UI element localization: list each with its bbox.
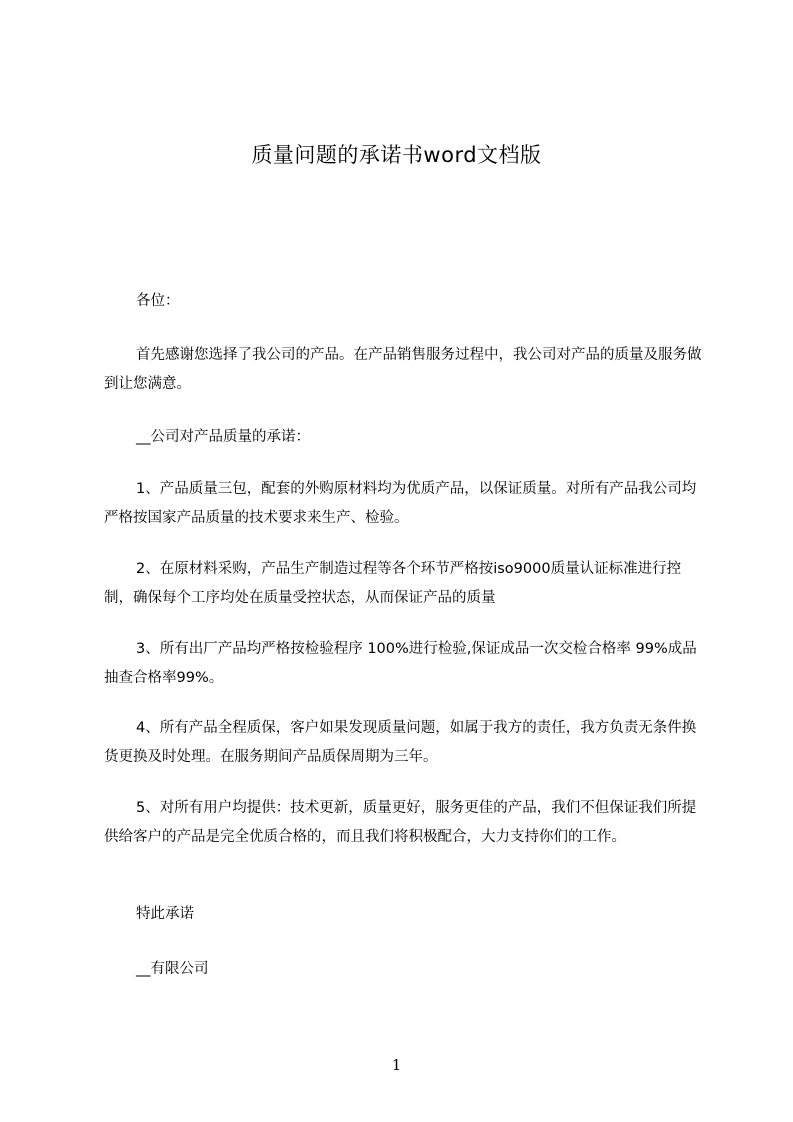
commitment-item-4: 4、所有产品全程质保，客户如果发现质量问题，如属于我方的责任，我方负责无条件换货更换及时处理。在服务期间产品质保周期为三年。 bbox=[104, 720, 697, 765]
commitment-item-2: 2、在原材料采购，产品生产制造过程等各个环节严格按iso9000质量认证标准进行控制，确保每个工序均处在质量受控状态，从而保证产品的质量 bbox=[104, 561, 682, 606]
commitment-heading: __公司对产品质量的承诺： bbox=[136, 429, 310, 445]
closing-statement: 特此承诺 bbox=[136, 906, 194, 922]
document-title: 质量问题的承诺书word文档版 bbox=[251, 143, 542, 167]
commitment-item-3: 3、所有出厂产品均严格按检验程序 100%进行检验,保证成品一次交检合格率 99%成品抽查合格率99%。 bbox=[104, 641, 697, 686]
company-signature: __有限公司 bbox=[136, 961, 209, 977]
page-number: 1 bbox=[391, 1056, 402, 1074]
commitment-item-5: 5、对所有用户均提供：技术更新，质量更好，服务更佳的产品，我们不但保证我们所提供给客户的产品是完全优质合格的，而且我们将积极配合，大力支持你们的工作。 bbox=[104, 800, 697, 845]
intro-paragraph: 首先感谢您选择了我公司的产品。在产品销售服务过程中，我公司对产品的质量及服务做到让您满意。 bbox=[104, 347, 702, 392]
commitment-item-1: 1、产品质量三包，配套的外购原材料均为优质产品，以保证质量。对所有产品我公司均严格按国家产品质量的技术要求来生产、检验。 bbox=[104, 481, 697, 526]
greeting: 各位： bbox=[136, 293, 180, 309]
